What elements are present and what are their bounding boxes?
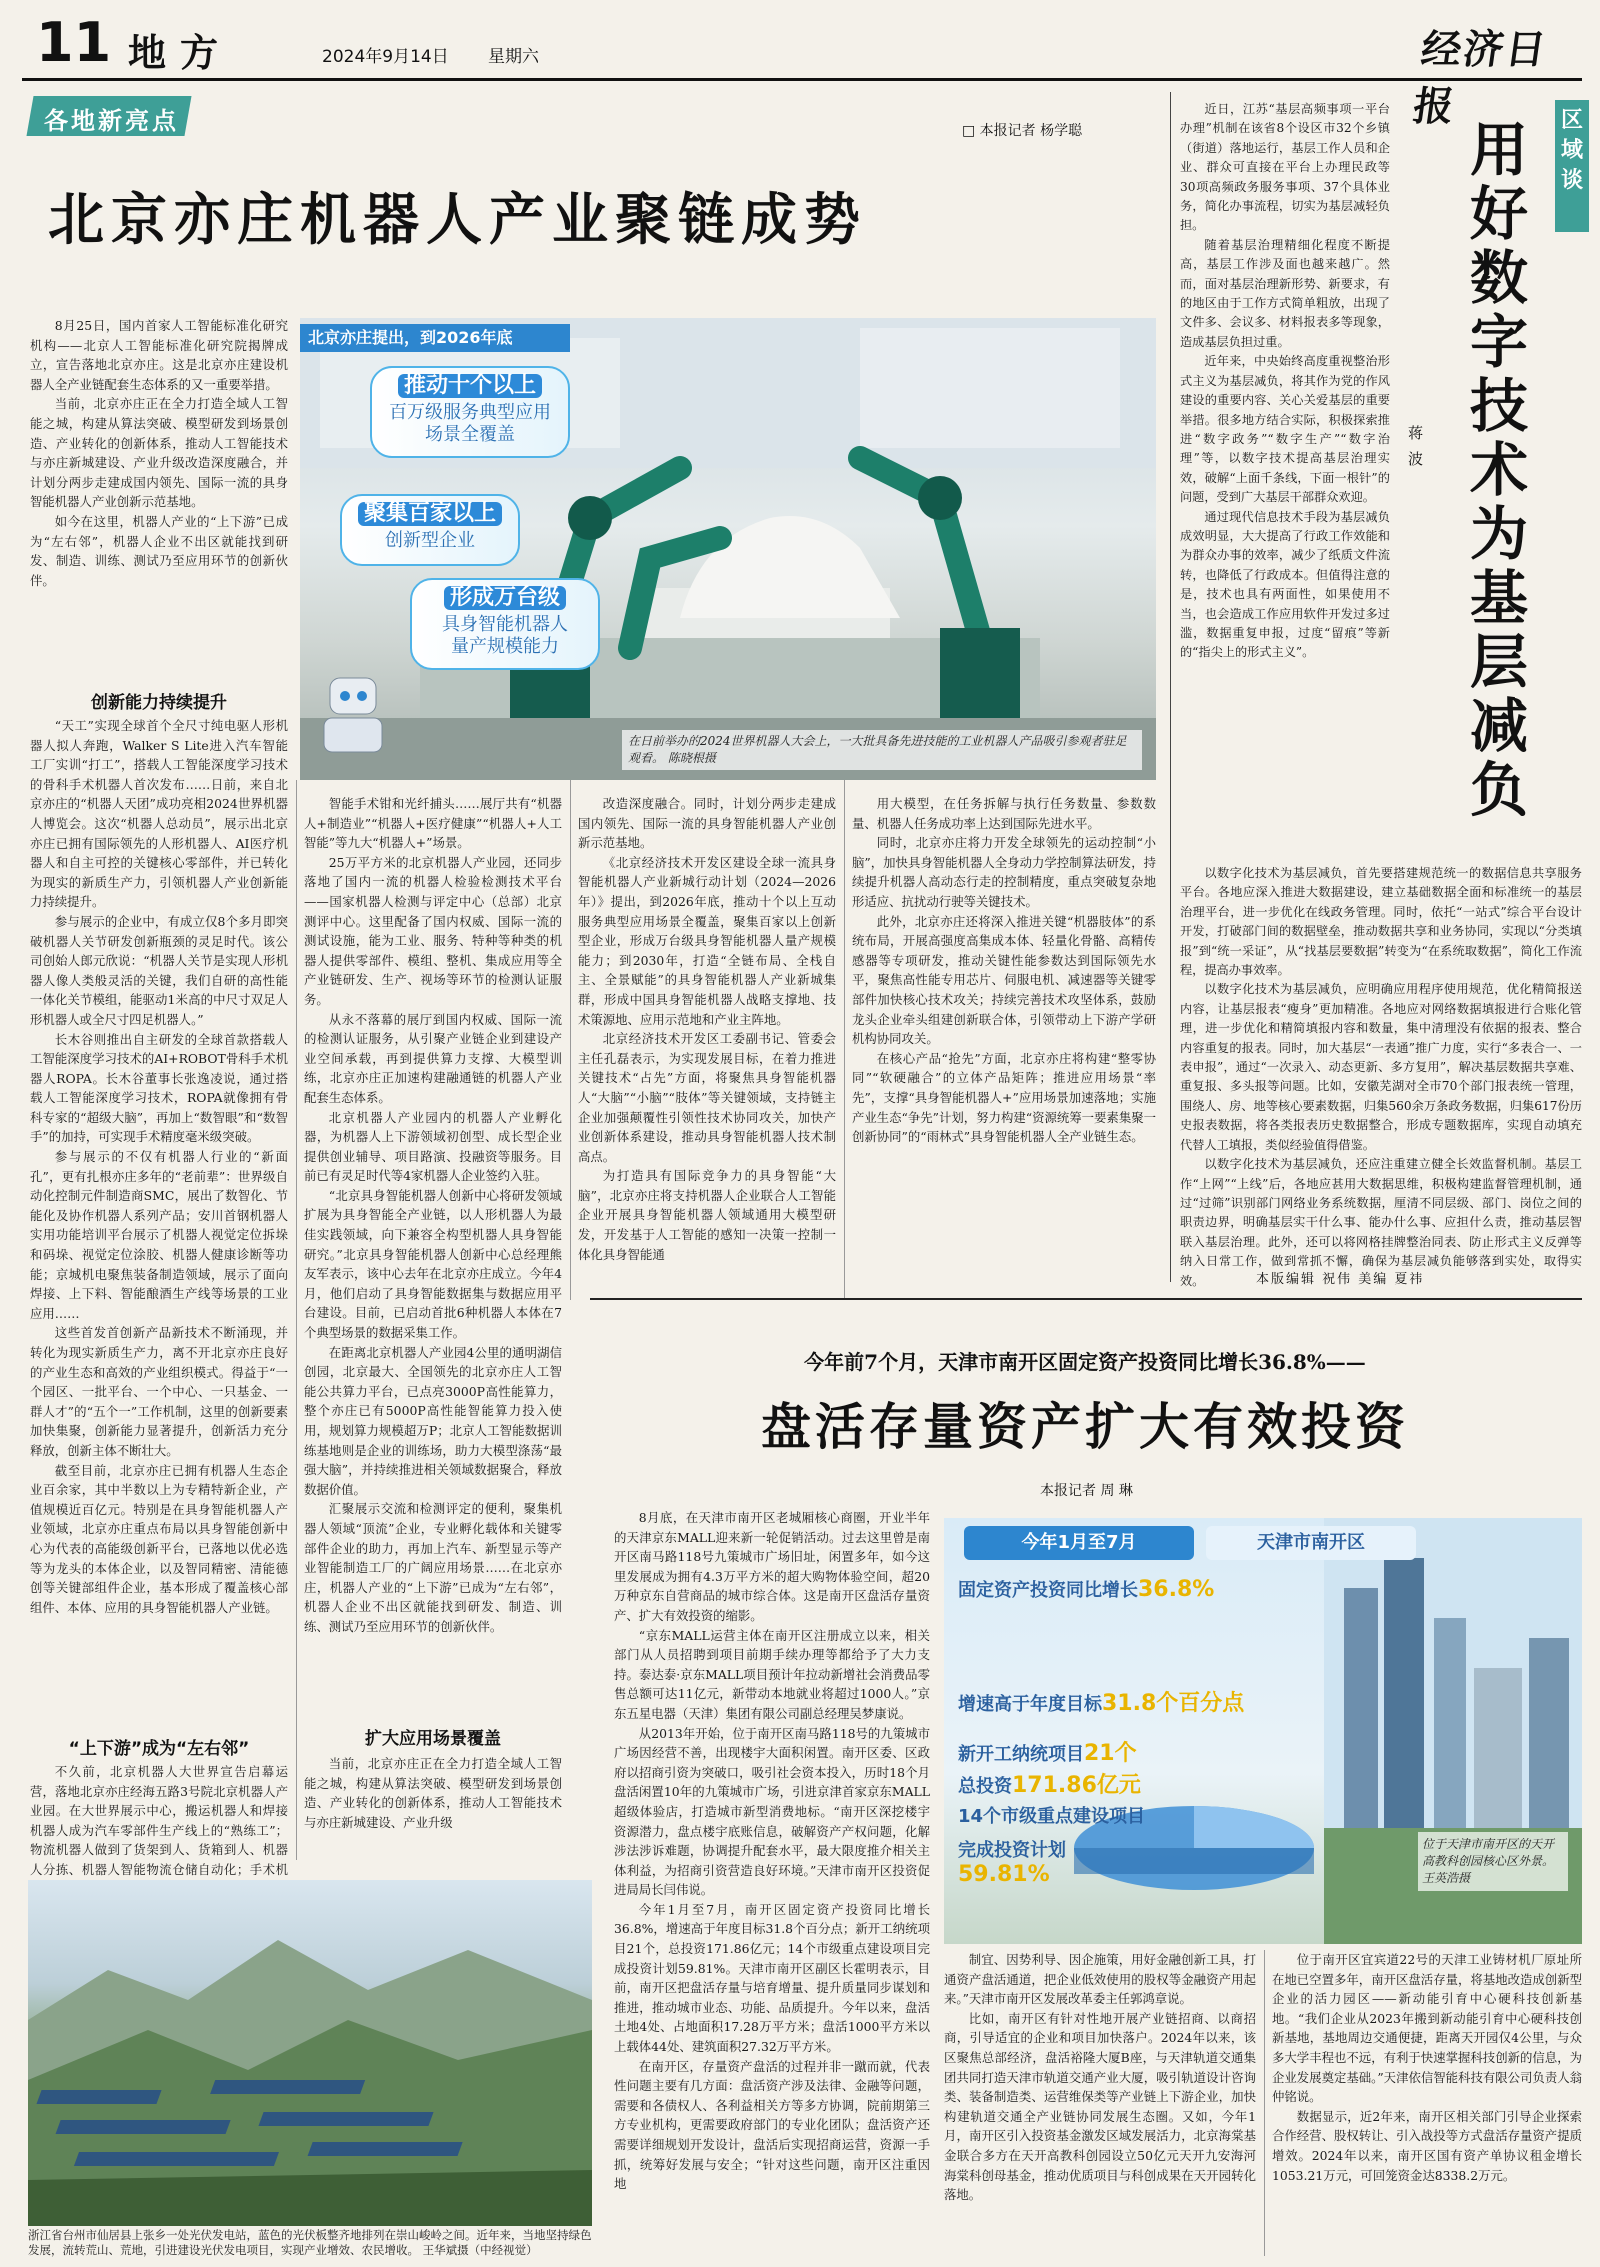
article-col4: 用大模型，在任务拆解与执行任务数量、参数数量、机器人任务成功率上达到国际先进水平。 同时，北京亦庄将力开发全球领先的运动控制“小脑”，加快具身智能机器人全身动力学控制算法研发，持续提升机器人高动态行走的控制精度，重点突破复杂地形适应、抗扰动行驶等关键技术。 此外，北京亦庄还将深入推进关键“机器肢体”的系统布局，开展高强度高集成本体、轻量化骨骼、高精传感器等专项研发，推动关键性能参数达到国际领先水平，聚焦高性能专用芯片、伺服电机、减速器等关键零部件加快核心技术攻关；持续完善技术攻坚体系，鼓励龙头企业牵头组建创新联合体，引领带动上下游产学研机构协同攻关。 在核心产品“抢先”方面，北京亦庄将构建“整零协同”“软硬融合”的立体产品矩阵；推进应用场景“率先”，支撑“具身智能机器人+”应用场景加速落地；实施产业生态“争先”计划，努力构建“资源统筹一要素集聚一创新协同”的“雨林式”具身智能机器人全产业链生态。 xyxy=(852,796,1156,1145)
newspaper-logo: 经济日报 xyxy=(1410,26,1551,130)
article-title: 北京亦庄机器人产业聚链成势 xyxy=(48,188,867,253)
stat-total-investment: 总投资171.86亿元 xyxy=(958,1773,1141,1798)
subhead-scenarios: 扩大应用场景覆盖 xyxy=(365,1729,501,1749)
solar-farm-photo xyxy=(28,1880,592,2226)
photo-caption: 在日前举办的2024世界机器人大会上，一大批具备先进技能的工业机器人产品吸引参观者驻足观看。 陈晓根摄 xyxy=(622,730,1142,770)
tianjin-infographic xyxy=(944,1518,1582,1944)
infographic-item-2: 聚集百家以上 创新型企业 xyxy=(340,494,520,566)
commentary-title: 用好数字技术为基层减负 xyxy=(1469,116,1528,824)
infographic-item-3: 形成万台级 具身智能机器人 量产规模能力 xyxy=(410,578,600,670)
issue-weekday: 星期六 xyxy=(488,47,539,67)
issue-date: 2024年9月14日 xyxy=(322,47,449,67)
solar-photo-caption: 浙江省台州市仙居县上张乡一处光伏发电站，蓝色的光伏板整齐地排列在崇山峻岭之间。近年来，当地坚持绿色发展，流转荒山、荒地，引进建设光伏发电项目，实现产业增效、农民增收。 王华斌摄（中经视觉） xyxy=(28,2228,592,2257)
header-rule xyxy=(22,78,1582,81)
tianjin-photo-caption: 位于天津市南开区的天开高教科创园核心区外景。 王英浩摄 xyxy=(1418,1832,1568,1891)
tianjin-info-period: 今年1月至7月 xyxy=(964,1526,1194,1560)
stat-completion-label: 完成投资计划 xyxy=(958,1840,1066,1861)
infographic-heading: 北京亦庄提出，到2026年底 xyxy=(300,324,570,352)
stat-completion-value: 59.81% xyxy=(958,1862,1050,1887)
article-col2-section3: 当前，北京亦庄正在全力打造全域人工智能之城，构建从算法突破、模型研发到场景创造、产业转化的创新体系，推动人工智能技术与亦庄新城建设、产业升级 xyxy=(304,1756,562,1830)
section-name: 地方 xyxy=(128,31,233,75)
stat-investment-growth: 固定资产投资同比增长36.8% xyxy=(958,1577,1215,1602)
stat-key-projects: 14个市级重点建设项目 xyxy=(958,1806,1146,1827)
tianjin-kicker: 今年前7个月，天津市南开区固定资产投资同比增长36.8%—— xyxy=(804,1350,1366,1374)
tianjin-title: 盘活存量资产扩大有效投资 xyxy=(761,1397,1409,1456)
page-number: 11 xyxy=(36,11,112,74)
infographic-item-1: 推动十个以上 百万级服务典型应用 场景全覆盖 xyxy=(370,366,570,458)
tianjin-col1: 8月底，在天津市南开区老城厢核心商圈，开业半年的天津京东MALL迎来新一轮促销活动。过去这里曾是南开区南马路118号九策城市广场旧址，闲置多年，如今这里发展成为拥有4.3万平方米的超大购物体验空间，超20万种京东自营商品的城市综合体。这是南开区盘活存量资产、扩大有效投资的缩影。 “京东MALL运营主体在南开区注册成立以来，相关部门从人员招聘到项目前期手续办理等都给予了大力支持。泰达泰·京东MALL项目预计年拉动新增社会消费品零售总额可达11亿元，新带动本地就业将超过1000人。”京东五星电器（天津）集团有限公司副总经理吴梦康说。 从2013年开始，位于南开区南马路118号的九策城市广场因经营不善，出现楼宇大面积闲置。南开区委、区政府以招商引资为突破口，吸引社会资本投入，历时18个月盘活闲置10年的九策城市广场，引进京津首家京东MALL超级体验店，打造城市新型消费地标。“南开区深挖楼宇资源潜力，盘点楼宇底账信息，破解资产产权问题，化解涉法涉诉难题，协调提升配套水平，最大限度推介相关主体利益，为招商引资营造良好环境。”天津市南开区投资促进局局长闫伟说。 今年1月至7月，南开区固定资产投资同比增长36.8%，增速高于年度目标31.8个百分点；新开工纳统项目21个，总投资171.86亿元；14个市级重点建设项目完成投资计划59.81%。天津市南开区副区长霍明表示，目前，南开区把盘活存量与培育增量、提升质量同步谋划和推进，推动城市业态、功能、品质提升。今年以来，盘活土地4处、占地面积17.28万平方米；盘活1000平方米以上载体44处、建筑面积27.32万平方米。 在南开区，存量资产盘活的过程并非一蹴而就，代表性问题主要有几方面：盘活资产涉及法律、金融等问题，需要和各债权人、各利益相关方等多方协调，院前期第三方专业机构，更需要政府部门的专业化团队；盘活资产还需要详细规划开发设计，盘活后实现招商运营，资源一手抓，统筹好发展与安全；“针对这些问题，南开区注重因地 xyxy=(614,1510,930,2192)
tianjin-info-region: 天津市南开区 xyxy=(1206,1526,1416,1560)
robot-icon xyxy=(300,668,410,758)
stat-new-projects: 新开工纳统项目21个 xyxy=(958,1741,1137,1766)
article-col1-intro: 8月25日，国内首家人工智能标准化研究机构——北京人工智能标准化研究院揭牌成立，宣告落地北京亦庄。这是北京亦庄建设机器人全产业链配套生态体系的又一重要举措。 当前，北京亦庄正在全力打造全域人工智能之城，构建从算法突破、模型研发到场景创造、产业转化的创新体系，推动人工智能技术与亦庄新城建设、产业升级改造深度融合，并计划分两步走建成国内领先、国际一流的具身智能机器人产业创新示范基地。 如今在这里，机器人产业的“上下游”已成为“左右邻”，机器人企业不出区就能找到研发、制造、训练、测试乃至应用环节的创新伙伴。 xyxy=(30,318,288,588)
commentary-text-wide: 以数字化技术为基层减负，首先要搭建规范统一的数据信息共享服务平台。各地应深入推进大数据建设，建立基础数据全面和标准统一的基层治理平台，进一步优化在线政务管理。同时，依托“一站式”综合平台设计开发，打破部门间的数据壁垒，推动数据共享和业务协同，实现以“分类填报”到“统一采证”，从“找基层要数据”转变为“在系统取数据”，简化工作流程，提高办事效率。 以数字化技术为基层减负，应明确应用程序使用规范，优化精简报送内容，让基层报表“瘦身”更加精准。各地应对网络数据填报进行合账化管理，进一步优化和精简填报内容和数量，集中清理没有依据的报表、整合内容重复的报表。同时，加大基层“一表通”推广力度，实行“多表合一、一表申报”，通过“一次录入、动态更新、多方复用”，解决基层数据共享难、重复报、多头报等问题。比如，安徽芜湖对全市70个部门报表统一管理，围绕人、房、地等核心要素数据，归集560余万条政务数据，归集617份历史报表数据，将各类报表历史数据整合，形成专题数据库，实现自动填充代替人工填报，类似经验值得借鉴。 以数字化技术为基层减负，还应注重建立健全长效监督机制。基层工作“上网”“上线”后，各地应甚用大数据思维，积极构建监督管理机制，通过“过筛”识别部门网络业务系统数据，厘清不同层级、部门、岗位之间的职责边界，明确基层实干什么事、能办什么事、应担什么责，推动基层智联入基层治理。此外，还可以将网格挂牌整治同表、防止形式主义反弹等纳入日常工作，做到常抓不懈，确保为基层减负能够落到实处，取得实效。 xyxy=(1180,866,1582,1288)
tianjin-col2: 制宜、因势利导、因企施策，用好金融创新工具，打通资产盘活通道，把企业低效使用的股权等金融资产用起来。”天津市南开区发展改革委主任郭鸿章说。 比如，南开区有针对性地开展产业链招商、以商招商，引导适宜的企业和项目加快落户。2024年以来，该区聚焦总部经济，盘活裕隆大厦B座，与天津轨道交通集团共同打造天津市轨道交通产业大厦，吸引轨道设计咨询类、装备制造类、运营维保类等产业链上下游企业，加快构建轨道交通全产业链协同发展生态圈。又如，今年1月，南开区引入投资基金激发区域发展活力，北京海棠基金联合多方在天开高教科创园设立50亿元天开九安海河海棠科创母基金，推动优质项目与科创成果在天开园转化落地。 xyxy=(944,1952,1256,2203)
subhead-supply-chain: “上下游”成为“左右邻” xyxy=(68,1739,250,1759)
tianjin-byline: 本报记者 周 琳 xyxy=(1040,1483,1133,1499)
article-col1-section1: “天工”实现全球首个全尺寸纯电驱人形机器人拟人奔跑，Walker S Lite进入汽车智能工厂实训“打工”，搭载人工智能深度学习技术的骨科手术机器人首次发布……日前，来自北京亦庄的“机器人天团”成功亮相2024世界机器人博览会。这次“机器人总动员”，展示出北京亦庄已拥有国际领先的人形机器人、AI医疗机器人和自主可控的关键核心零部件，并已转化为现实的新质生产力，引领机器人产业创新能力持续提升。 参与展示的企业中，有成立仅8个多月即突破机器人关节研发创新瓶颈的灵足时代。该公司创始人郎元欣说：“机器人关节是实现人形机器人像人类般灵活的关键，我们自研的高性能一体化关节模组，能驱动1米高的中尺寸双足人形机器人或全尺寸四足机器人。” 长木谷则推出自主研发的全球首款搭载人工智能深度学习技术的AI+ROBOT骨科手术机器人ROPA。长木谷董事长张逸凌说，通过搭载人工智能深度学习技术，ROPA就像拥有骨科专家的“超级大脑”，再加上“数智眼”和“数智手”的加持，可实现手术精度毫米级突破。 参与展示的不仅有机器人行业的“新面孔”，更有扎根亦庄多年的“老前辈”：世界级自动化控制元件制造商SMC，展出了数智化、节能化及协作机器人系列产品；安川首钢机器人实用功能培训平台展示了机器人视觉定位拆垛和码垛、视觉定位涂胶、机器人健康诊断等功能；京城机电聚焦装备制造领域，展示了面向焊接、上下料、智能酿酒生产线等场景的工业应用…… 这些首发首创新产品新技术不断涌现，并转化为现实新质生产力，离不开北京亦庄良好的产业生态和高效的产业组织模式。得益于“一个园区、一批平台、一个中心、一只基金、一群人才”的“五个一”工作机制，这里的创新要素加快集聚，创新能力显著提升，创新活力充分释放，创新主体不断壮大。 截至目前，北京亦庄已拥有机器人生态企业百余家，其中半数以上为专精特新企业，产值规模近百亿元。特别是在具身智能机器人产业领域，北京亦庄重点布局以具身智能创新中心为代表的高能级创新平台，已落地以优必选等为龙头的本体企业，以及智同精密、清能德创等关键部组件企业，基本形成了覆盖核心部组件、本体、应用的具身智能机器人产业链。 xyxy=(30,718,288,1615)
column-tag: 各地新亮点 xyxy=(44,107,179,135)
article-col3: 改造深度融合。同时，计划分两步走建成国内领先、国际一流的具身智能机器人产业创新示范基地。 《北京经济技术开发区建设全球一流具身智能机器人产业新城行动计划（2024—2026年）》提出，到2026年底，推动十个以上互动服务典型应用场景全覆盖，聚集百家以上创新型企业，形成万台级具身智能机器人量产规模能力；到2030年，打造“全链布局、全栈自主、全景赋能”的具身智能机器人产业新城集群，形成中国具身智能机器人战略支撑地、技术策源地、应用示范地和产业主阵地。 北京经济技术开发区工委副书记、管委会主任孔磊表示，为实现发展目标，在着力推进关键技术“占先”方面，将聚焦具身智能机器人“大脑”“小脑”“肢体”等关键领域，支持链主企业加强颠覆性引领性技术协同攻关，加快产业创新体系建设，推动具身智能机器人技术制高点。 为打造具有国际竞争力的具身智能“大脑”，北京亦庄将支持机器人企业联合人工智能企业开展具身智能机器人领域通用大模型研发，开发基于人工智能的感知一决策一控制一体化具身智能通 xyxy=(578,796,836,1262)
stat-above-target: 增速高于年度目标31.8个百分点 xyxy=(958,1691,1245,1716)
infographic xyxy=(300,318,612,758)
mountain-solar-graphic xyxy=(28,1880,592,2226)
article-col1-section2: 不久前，北京机器人大世界宣告启幕运营，落地北京亦庄经海五路3号院北京机器人产业园。在大世界展示中心，搬运机器人和焊接机器人成为汽车零部件生产线上的“熟练工”；物流机器人做到了货架到人、货箱到人、机器人分拣、机器人智能物流仓储自动化；手术机 xyxy=(30,1764,288,1877)
article-col2: 智能手术钳和光纤捕头……展厅共有“机器人+制造业”“机器人+医疗健康”“机器人+人工智能”等九大“机器人+”场景。 25万平方米的北京机器人产业园，还同步落地了国内一流的机器人检验检测技术平台——国家机器人检测与评定中心（总部）北京测评中心。这里配备了国内权威、国际一流的测试设施，能为工业、服务、特种等种类的机器人提供零部件、模组、整机、集成应用等全产业链研发、生产、视场等环节的检测认证服务。 从永不落幕的展厅到国内权威、国际一流的检测认证服务，从引聚产业链企业到建设产业空间承载，再到提供算力支撑、大模型训练，北京亦庄正加速构建融通链的机器人产业配套生态体系。 北京机器人产业园内的机器人产业孵化器，为机器人上下游领域初创型、成长型企业提供创业辅导、项目路演、投融资等服务。目前已有灵足时代等4家机器人企业签约入驻。 “北京具身智能机器人创新中心将研发领域扩展为具身智能全产业链，以人形机器人为最佳实践领域，向下兼容全构型机器人具身智能研究。”北京具身智能机器人创新中心总经理熊友军表示，该中心去年在北京亦庄成立。今年4月，他们启动了具身智能数据集与数据应用平台建设。目前，已启动首批6种机器人本体在7个典型场景的数据采集工作。 在距离北京机器人产业园4公里的通明湖信创园，北京最大、全国领先的北京亦庄人工智能公共算力平台，已点亮3000P高性能算力，整个亦庄已有5000P高性能智能算力投入使用，规划算力规模超万P；北京人工智能数据训练基地则是企业的训练场，助力大模型涤荡“最强大脑”，并持续推进相关领域数据聚合，释放数据价值。 汇聚展示交流和检测评定的便利，聚集机器人领域“顶流”企业，专业孵化载体和关键零部件企业的助力，再加上汽车、新型显示等产业智能制造工厂的广阔应用场景……在北京亦庄，机器人产业的“上下游”已成为“左右邻”，机器人企业不出区就能找到研发、制造、训练、测试乃至应用环节的创新伙伴。 xyxy=(304,796,562,1634)
commentary-text-narrow: 近日，江苏“基层高频事项一平台办理”机制在该省8个设区市32个乡镇（街道）落地运行，基层工作人员和企业、群众可直接在平台上办理民政等30项高频政务服务事项、37个具体业务，简化办事流程，切实为基层减轻负担。 随着基层治理精细化程度不断提高，基层工作涉及面也越来越广。然而，面对基层治理新形势、新要求，有的地区由于工作方式简单粗放，出现了文件多、会议多、材料报表多等现象，造成基层负担过重。 近年来，中央始终高度重视整治形式主义为基层减负，将其作为党的作风建设的重要内容、关心关爱基层的重要举措。很多地方结合实际，积极探索推进“数字政务”“数字生产”“数字治理”等，以数字技术提高基层治理实效，破解“上面千条线，下面一根针”的问题，受到广大基层干部群众欢迎。 通过现代信息技术手段为基层减负成效明显，大大提高了行政工作效能和为群众办事的效率，减少了纸质文件流转，也降低了行政成本。但值得注意的是，技术也具有两面性，如果使用不当，也会造成工作应用软件开发过多过滥，数据重复申报，过度“留痕”等新的“指尖上的形式主义”。 xyxy=(1180,102,1390,660)
tianjin-col3: 位于南开区宜宾道22号的天津工业铸材机厂原址所在地已空置多年，南开区盘活存量，将基地改造成创新型企业的活力园区——新动能引育中心硬科技创新基地。“我们企业从2023年搬到新动能引育中心硬科技创新基地，基地周边交通便捷，距离天开园仅4公里，与众多大学丰程也不远，有利于快速掌握科技创新的信息，为企业发展奠定基础。”天津依信智能科技有限公司负责人翁仲铭说。 数据显示，近2年来，南开区相关部门引导企业探索合作经营、股权转让、引入战投等方式盘活存量资产提质增效。2024年以来，南开区国有资产单协议租金增长1053.21万元，可回笼资金达8338.2万元。 xyxy=(1272,1952,1582,2183)
commentary-tag: 区域谈 xyxy=(1555,100,1589,232)
page-editors: 本版编辑 祝伟 美编 夏祎 xyxy=(1256,1272,1425,1287)
commentary-author: 蒋 波 xyxy=(1408,424,1424,468)
byline: □ 本报记者 杨学聪 xyxy=(962,123,1083,139)
subhead-innovation: 创新能力持续提升 xyxy=(91,693,227,713)
